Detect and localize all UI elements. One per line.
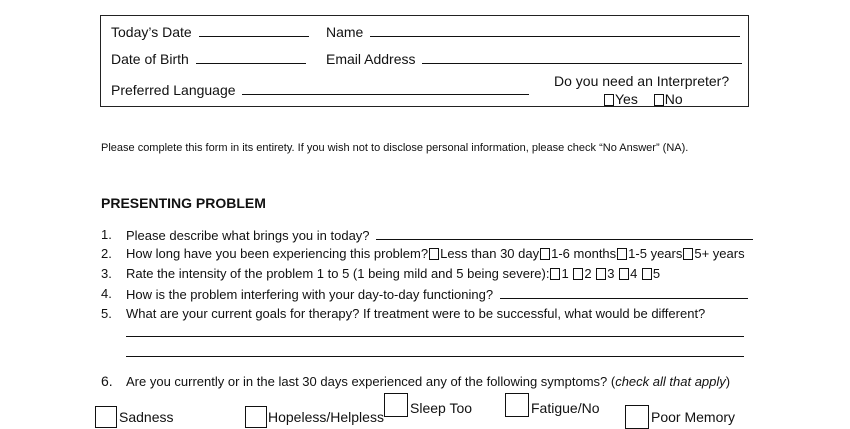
symptom-sleep-label: Sleep Too [410, 400, 473, 416]
dob-field[interactable] [196, 51, 306, 64]
dob-row [111, 51, 306, 67]
q5-answer-line-1[interactable] [126, 336, 744, 337]
q1-number: 1. [101, 227, 112, 242]
email-row [326, 51, 742, 67]
name-row [326, 24, 740, 40]
q5-answer-line-2[interactable] [126, 356, 744, 357]
q4-text: How is the problem interfering with your day-to-day functioning? [126, 287, 494, 302]
email-field[interactable] [422, 51, 742, 64]
q2-option-4-label: 5+ years [694, 246, 745, 261]
q3-rating-5-checkbox[interactable] [642, 268, 652, 280]
name-field[interactable] [370, 24, 740, 37]
interpreter-question: Do you need an Interpreter? [554, 73, 730, 89]
symptom-fatigue-checkbox[interactable] [505, 393, 529, 417]
q2-option-1-label: Less than 30 day [440, 246, 540, 261]
interpreter-options [603, 91, 683, 107]
q2-option-2-checkbox[interactable] [540, 248, 550, 260]
q3-rating-3-checkbox[interactable] [596, 268, 606, 280]
q6-text: Are you currently or in the last 30 days experienced any of the following symptoms? ( [126, 374, 616, 389]
q4-number: 4. [101, 286, 112, 301]
instruction-text: Please complete this form in its entirety. If you wish not to disclose personal information, please check “No Answer” (NA). [101, 142, 689, 154]
q6-row [126, 374, 730, 390]
symptom-hopeless-checkbox[interactable] [245, 406, 267, 428]
interpreter-yes-label: Yes [615, 91, 638, 107]
todays-date-label: Today’s Date [111, 24, 192, 40]
q3-rating-1-label: 1 [561, 266, 569, 281]
interpreter-yes-checkbox[interactable] [604, 94, 614, 106]
q3-rating-5-label: 5 [652, 266, 661, 281]
symptom-memory-checkbox[interactable] [625, 405, 649, 429]
q3-text: Rate the intensity of the problem 1 to 5 (1 being mild and 5 being severe): [126, 266, 550, 281]
q2-option-3-label: 1-5 years [628, 246, 683, 261]
q3-rating-4-checkbox[interactable] [619, 268, 629, 280]
q2-text: How long have you been experiencing this problem? [126, 246, 429, 261]
q6-number: 6. [101, 373, 113, 389]
symptom-sadness-checkbox[interactable] [95, 406, 117, 428]
q6-close-paren: ) [725, 374, 731, 389]
symptom-sleep-checkbox[interactable] [384, 393, 408, 417]
q3-rating-2-label: 2 [584, 266, 592, 281]
name-label: Name [326, 24, 364, 40]
q3-rating-2-checkbox[interactable] [573, 268, 583, 280]
todays-date-field[interactable] [199, 24, 309, 37]
q3-rating-4-label: 4 [630, 266, 638, 281]
todays-date-row [111, 24, 309, 40]
q4-answer-field[interactable] [500, 286, 748, 299]
q3-number: 3. [101, 266, 112, 281]
q4-row [126, 286, 748, 303]
language-field[interactable] [242, 82, 529, 95]
q6-instruction: check all that apply [615, 374, 726, 389]
q3-row [126, 266, 660, 282]
email-label: Email Address [326, 51, 416, 67]
symptom-hopeless-label: Hopeless/Helpless [268, 409, 384, 425]
q2-option-3-checkbox[interactable] [617, 248, 627, 260]
symptom-fatigue-label: Fatigue/No [531, 400, 600, 416]
q3-rating-3-label: 3 [607, 266, 615, 281]
symptom-sadness-label: Sadness [119, 409, 174, 425]
q1-answer-field[interactable] [376, 227, 753, 240]
symptom-memory-label: Poor Memory [651, 409, 736, 425]
q5-text: What are your current goals for therapy? If treatment were to be successful, what would be different? [126, 306, 706, 321]
q2-number: 2. [101, 246, 112, 261]
language-row [111, 82, 529, 98]
q3-rating-1-checkbox[interactable] [550, 268, 560, 280]
interpreter-no-checkbox[interactable] [654, 94, 664, 106]
q5-number: 5. [101, 306, 112, 321]
q1-row [126, 227, 753, 244]
language-label: Preferred Language [111, 82, 236, 98]
q2-option-2-label: 1-6 months [551, 246, 617, 261]
q2-option-1-checkbox[interactable] [429, 248, 439, 260]
q2-option-4-checkbox[interactable] [683, 248, 693, 260]
dob-label: Date of Birth [111, 51, 189, 67]
section-title: PRESENTING PROBLEM [101, 195, 266, 211]
q2-row [126, 246, 745, 262]
interpreter-no-label: No [664, 91, 683, 107]
q1-text: Please describe what brings you in today? [126, 228, 370, 243]
